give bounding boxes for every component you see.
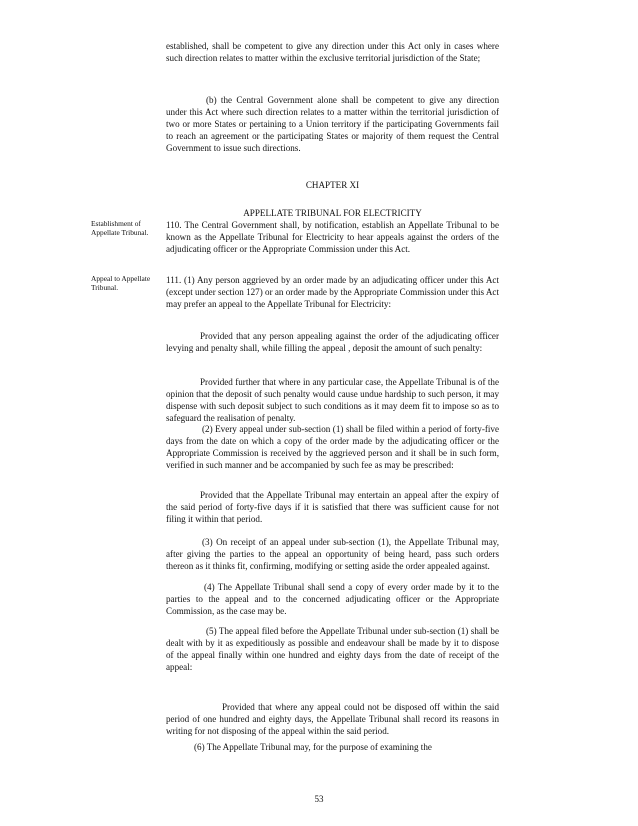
page-number: 53 [314,794,324,804]
proviso-undue-hardship: Provided further that where in any particular case, the Appellate Tribunal is of the opinion that the deposit of such penalty would cause undue hardship to such person, it may dispense with such deposit subject to such conditions as it may deem fit to impose so as to safeguard the realisation of penalty. [166,377,499,424]
clause-b-paragraph: (b) the Central Government alone shall be competent to give any direction under this Act where such direction relates to a matter within the territorial jurisdiction of two or more States or pertaining to a Union territory if the participating Governments fail to reach an agreement or the participating States or majority of them request the Central Government to issue such directions. [166,95,499,154]
proviso-sufficient-cause: Provided that the Appellate Tribunal may entertain an appeal after the expiry of the said period of forty-five days if it is satisfied that there was sufficient cause for not filing it within that period. [166,490,499,525]
section-110-paragraph: 110. The Central Government shall, by notification, establish an Appellate Tribunal to be known as the Appellate Tribunal for Electricity to hear appeals against the orders of the adjudicating officer or the Appropriate Commission under this Act. [166,220,499,255]
subsection-6-paragraph: (6) The Appellate Tribunal may, for the purpose of examining the [194,742,432,752]
proviso-not-disposed: Provided that where any appeal could not be disposed off within the said period of one hundred and eighty days, the Appellate Tribunal shall record its reasons in writing for not disposing of the appeal within the said period. [166,702,499,737]
subsection-4-paragraph: (4) The Appellate Tribunal shall send a copy of every order made by it to the parties to the appeal and to the concerned adjudicating officer or the Appropriate Commission, as the case may be. [166,582,499,617]
chapter-heading: CHAPTER XI [305,180,360,190]
margin-note-establishment: Establishment of Appellate Tribunal. [91,219,149,238]
proviso-penalty-deposit: Provided that any person appealing against the order of the adjudicating officer levying and penalty shall, while filling the appeal , deposit the amount of such penalty: [166,331,499,354]
margin-note-appeal: Appeal to Appellate Tribunal. [91,274,151,293]
continuation-paragraph: established, shall be competent to give any direction under this Act only in cases where such direction relates to matter within the exclusive territorial jurisdiction of the State; [166,41,499,64]
subsection-3-paragraph: (3) On receipt of an appeal under sub-section (1), the Appellate Tribunal may, after giving the parties to the appeal an opportunity of being heard, pass such orders thereon as it thinks fit, confirming, modifying or setting aside the order appealed against. [166,537,499,572]
subsection-5-paragraph: (5) The appeal filed before the Appellate Tribunal under sub-section (1) shall be dealt with by it as expeditiously as possible and endeavour shall be made by it to dispose of the appeal finally within one hundred and eighty days from the date of receipt of the appeal: [166,626,499,673]
section-111-1-paragraph: 111. (1) Any person aggrieved by an order made by an adjudicating officer under this Act (except under section 127) or an order made by the Appropriate Commission under this Act may prefer an appeal to the Appellate Tribunal for Electricity: [166,275,499,310]
subsection-2-paragraph: (2) Every appeal under sub-section (1) shall be filed within a period of forty-five days from the date on which a copy of the order made by the adjudicating officer or the Appropriate Commission is received by the aggrieved person and it shall be in such form, verified in such manner and be accompanied by such fee as may be prescribed: [166,424,499,471]
chapter-title: APPELLATE TRIBUNAL FOR ELECTRICITY [243,208,422,218]
